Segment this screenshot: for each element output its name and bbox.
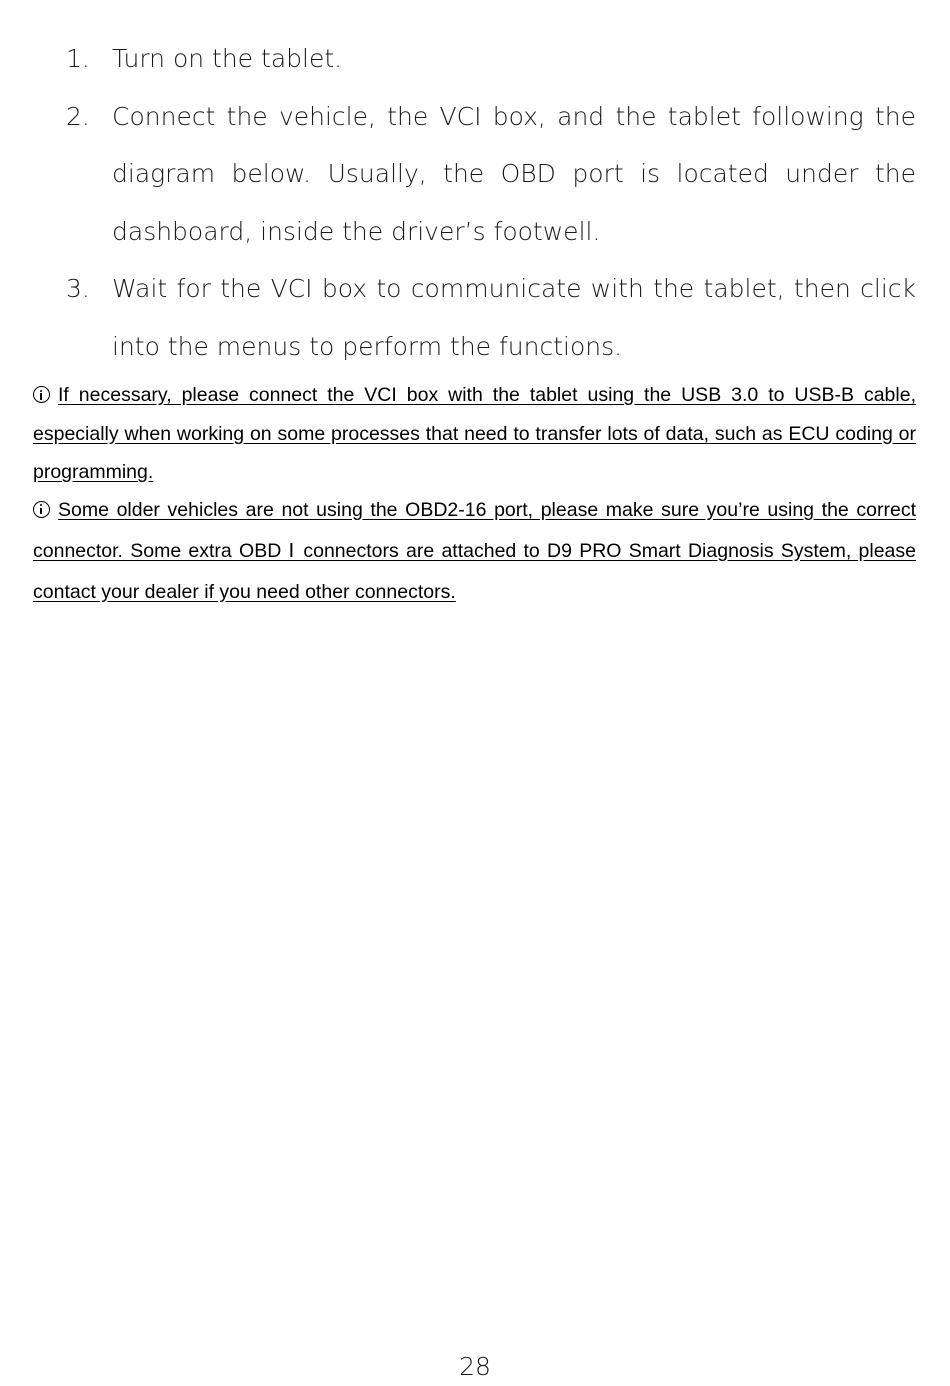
note-older-vehicles xyxy=(33,490,916,613)
note-text: If necessary, please connect the VCI box with the tablet using the USB 3.0 to USB-B cable, especially when working on some processes that need to transfer lots of data, such as ECU coding or programming. xyxy=(33,384,916,483)
instruction-steps xyxy=(66,30,916,375)
step-number: 2. xyxy=(66,101,90,131)
step-item xyxy=(66,30,916,88)
step-text: Wait for the VCI box to communicate with the tablet, then click into the menus to perform the functions. xyxy=(112,274,916,361)
info-circle-icon xyxy=(33,501,50,518)
step-number: 3. xyxy=(66,274,90,303)
step-item xyxy=(66,260,916,375)
info-circle-icon xyxy=(33,386,50,403)
note-text: Some older vehicles are not using the OBD2-16 port, please make sure you’re using the correct connector. Some extra OBD Ⅰ connectors are attached to D9 PRO Smart Diagnosis System, please contact your dealer if you need other connectors. xyxy=(33,498,916,603)
notes-section xyxy=(33,376,916,613)
step-text: Turn on the tablet. xyxy=(112,44,343,73)
step-number: 1. xyxy=(66,44,90,73)
step-item xyxy=(66,88,916,261)
step-text: Connect the vehicle, the VCI box, and the tablet following the diagram below. Usually, the OBD port is located under the dashboard, inside the driver’s footwell. xyxy=(112,101,916,246)
page-number: 28 xyxy=(459,1352,491,1381)
note-usb-connection xyxy=(33,376,916,492)
